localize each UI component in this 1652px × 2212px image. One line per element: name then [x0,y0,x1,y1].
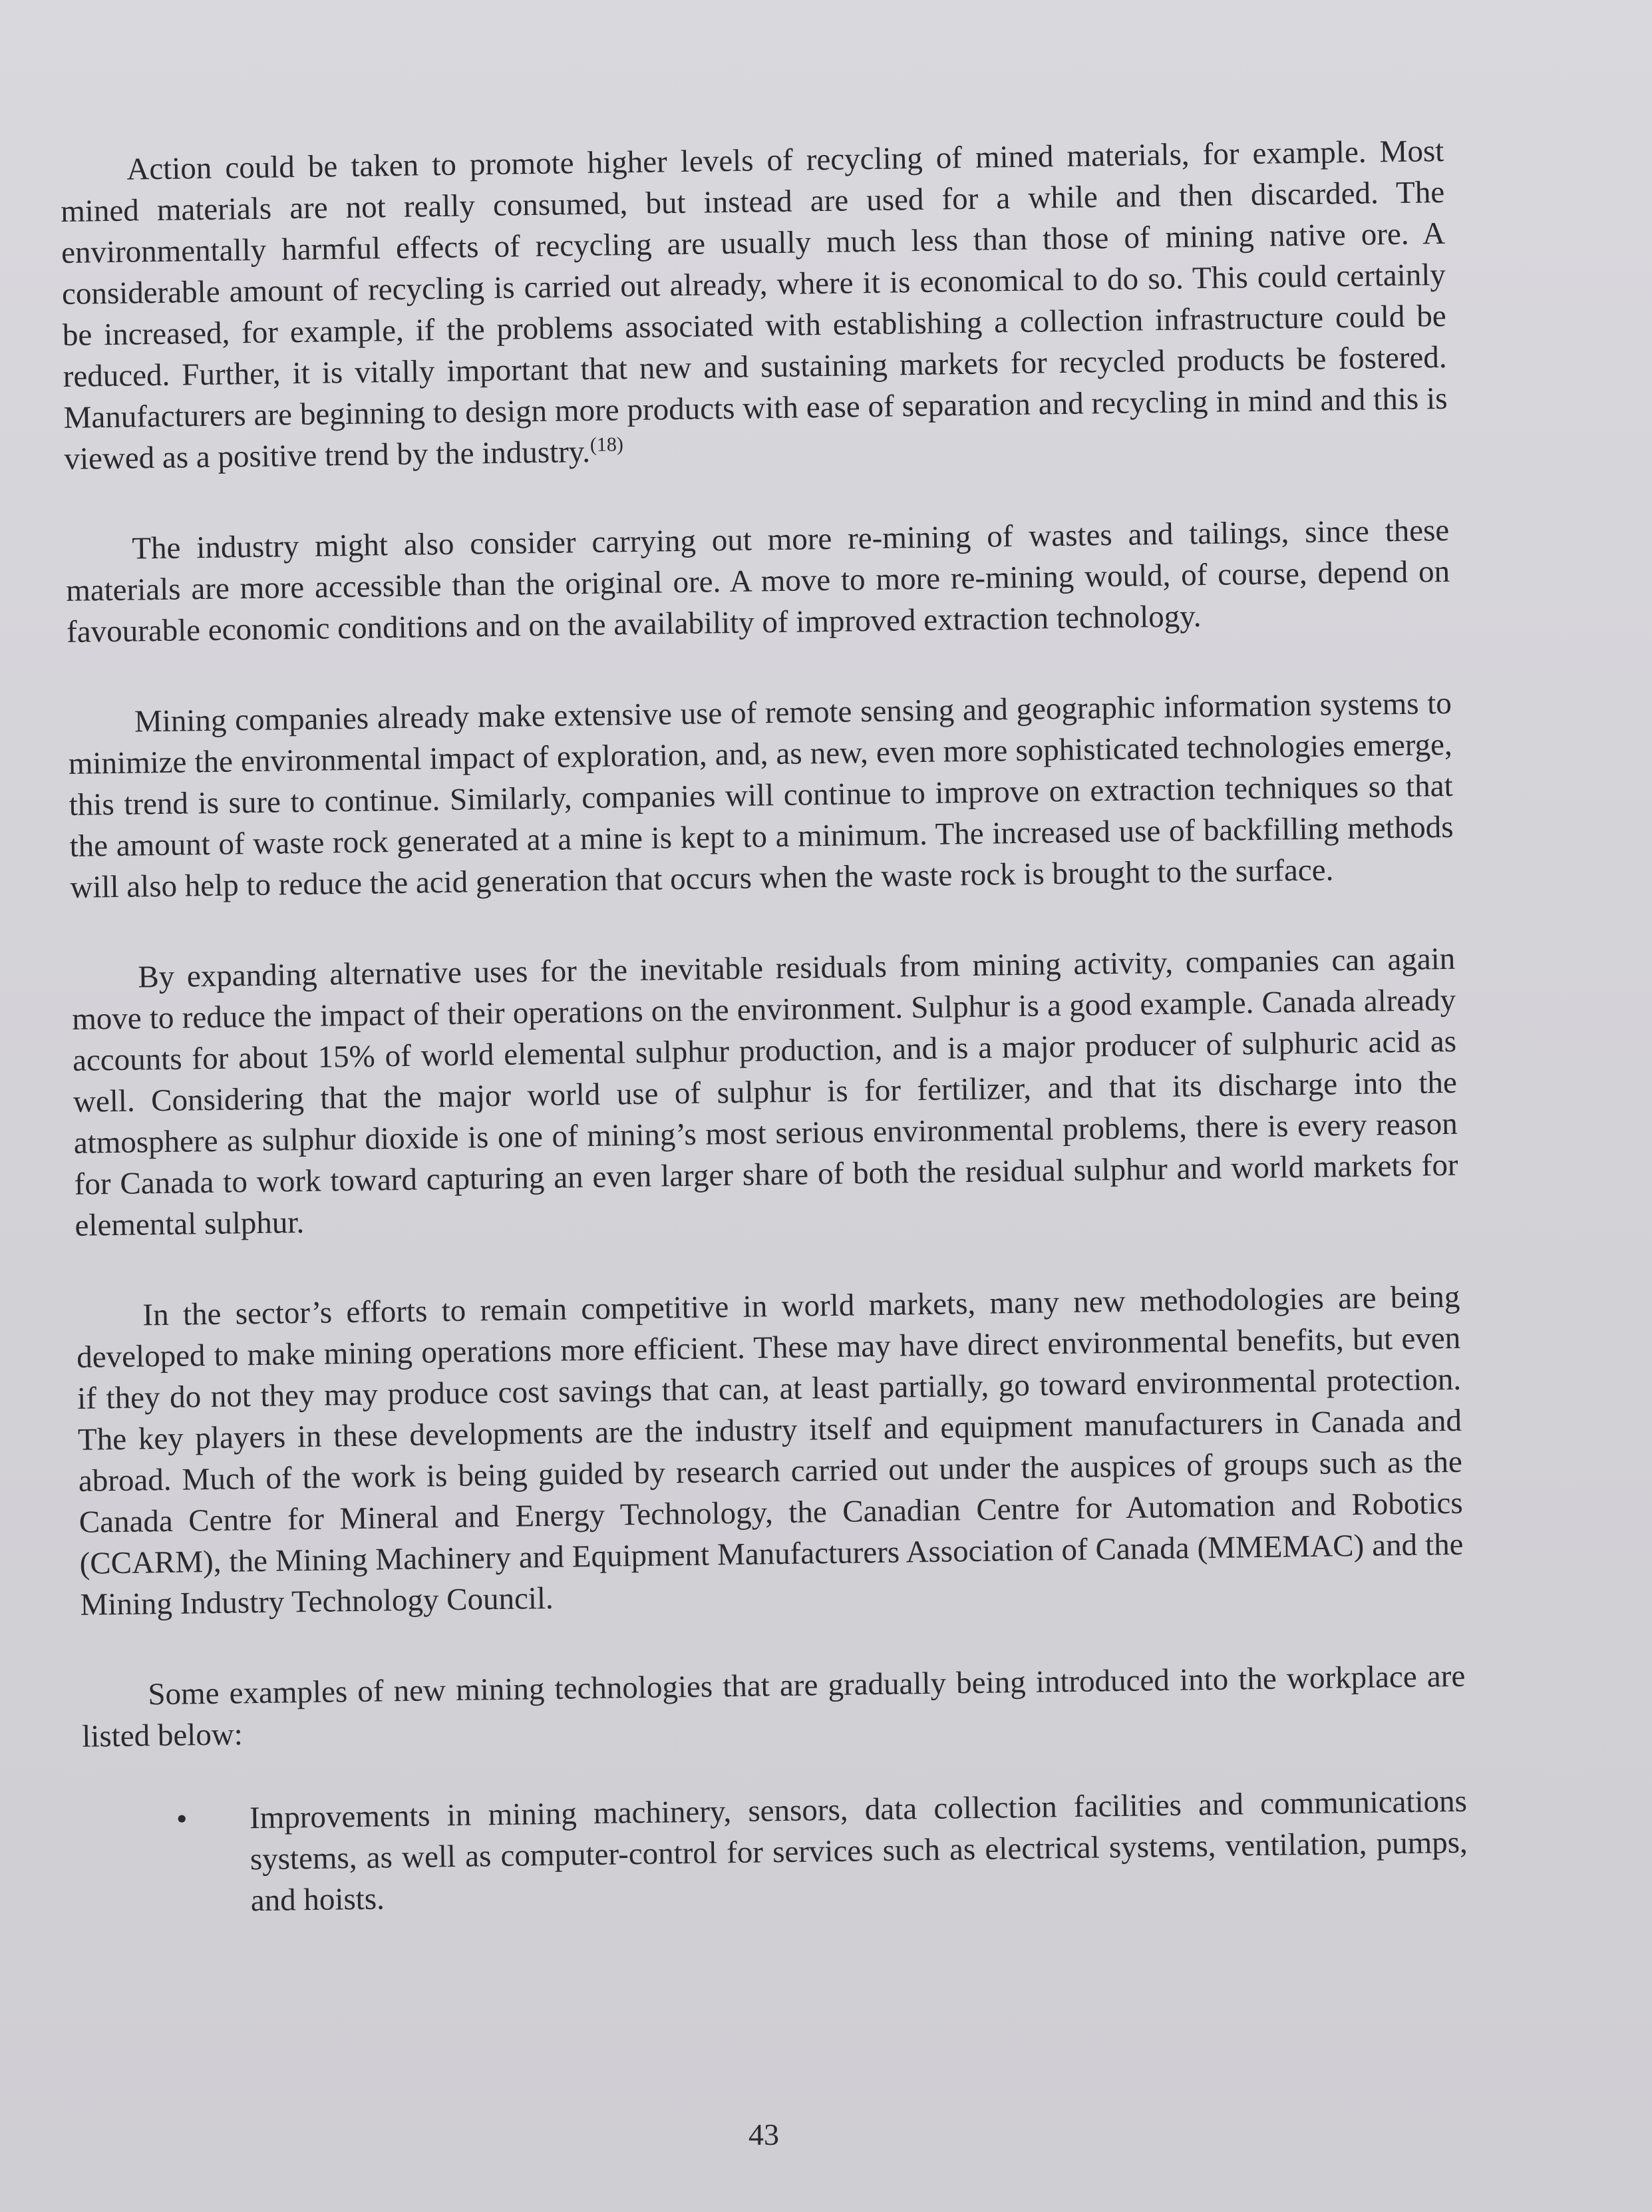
paragraph-re-mining: The industry might also consider carrying out more re-mining of wastes and tailings, since these materials are more accessible than the original ore. A move to more re-mining would, of course, depend on favourable economic conditions and on the availability of improved extraction technology. [65,512,1450,649]
bullet-icon: • [176,1801,188,1837]
paragraph-methodologies: In the sector’s efforts to remain competitive in world markets, many new methodologies are being developed to make mining operations more efficient. These may have direct environmental benefits, but even if they do not they may produce cost savings that can, at least partially, go toward environmental protection. The key players in these developments are the industry itself and equipment manufacturers in Canada and abroad. Much of the work is being guided by research carried out under the auspices of groups such as the Canada Centre for Mineral and Energy Technology, the Canadian Centre for Automation and Robotics (CCARM), the Mining Machinery and Equipment Manufacturers Association of Canada (MMEMAC) and the Mining Industry Technology Council. [76,1279,1464,1622]
page-number: 43 [748,2118,779,2151]
paragraph-recycling-text: Action could be taken to promote higher levels of recycling of mined materials, for example. Most mined materials are not really consumed, but instead are used for a while and then discarded. The environmentally harmful effects of recycling are usually much less than those of mining native ore. A considerable amount of recycling is carried out already, where it is economical to do so. This could certainly be increased, for example, if the problems associated with establishing a collection infrastructure could be reduced. Further, it is vitally important that new and sustaining markets for recycled products be fostered. Manufacturers are beginning to design more products with ease of separation and recycling in mind and this is viewed as a positive trend by the industry. [60,133,1448,476]
paragraph-remote-sensing: Mining companies already make extensive use of remote sensing and geographic information systems to minimize the environmental impact of exploration, and, as new, even more sophisticated technologies emerge, this trend is sure to continue. Similarly, companies will continue to improve on extraction techniques so that the amount of waste rock generated at a mine is kept to a minimum. The increased use of backfilling methods will also help to reduce the acid generation that occurs when the waste rock is brought to the surface. [68,685,1454,905]
paragraph-examples-intro: Some examples of new mining technologies that are gradually being introduced into the workplace are listed below: [81,1658,1466,1754]
list-item [176,1781,1468,1922]
bullet-list [83,1781,1468,1924]
footnote-reference: (18) [589,433,624,456]
paragraph-recycling [60,130,1448,480]
list-item-text: Improvements in mining machinery, sensors, data collection facilities and communications systems, as well as computer-control for services such as electrical systems, ventilation, pumps, and hoists. [249,1783,1468,1919]
body-text [60,130,1468,1924]
paragraph-sulphur: By expanding alternative uses for the inevitable residuals from mining activity, companies can again move to reduce the impact of their operations on the environment. Sulphur is a good example. Canada already accounts for about 15% of world elemental sulphur production, and is a major producer of sulphuric acid as well. Considering that the major world use of sulphur is for fertilizer, and that its discharge into the atmosphere as sulphur dioxide is one of mining’s most serious environmental problems, there is every reason for Canada to work toward capturing an even larger share of both the residual sulphur and world markets for elemental sulphur. [71,941,1458,1243]
